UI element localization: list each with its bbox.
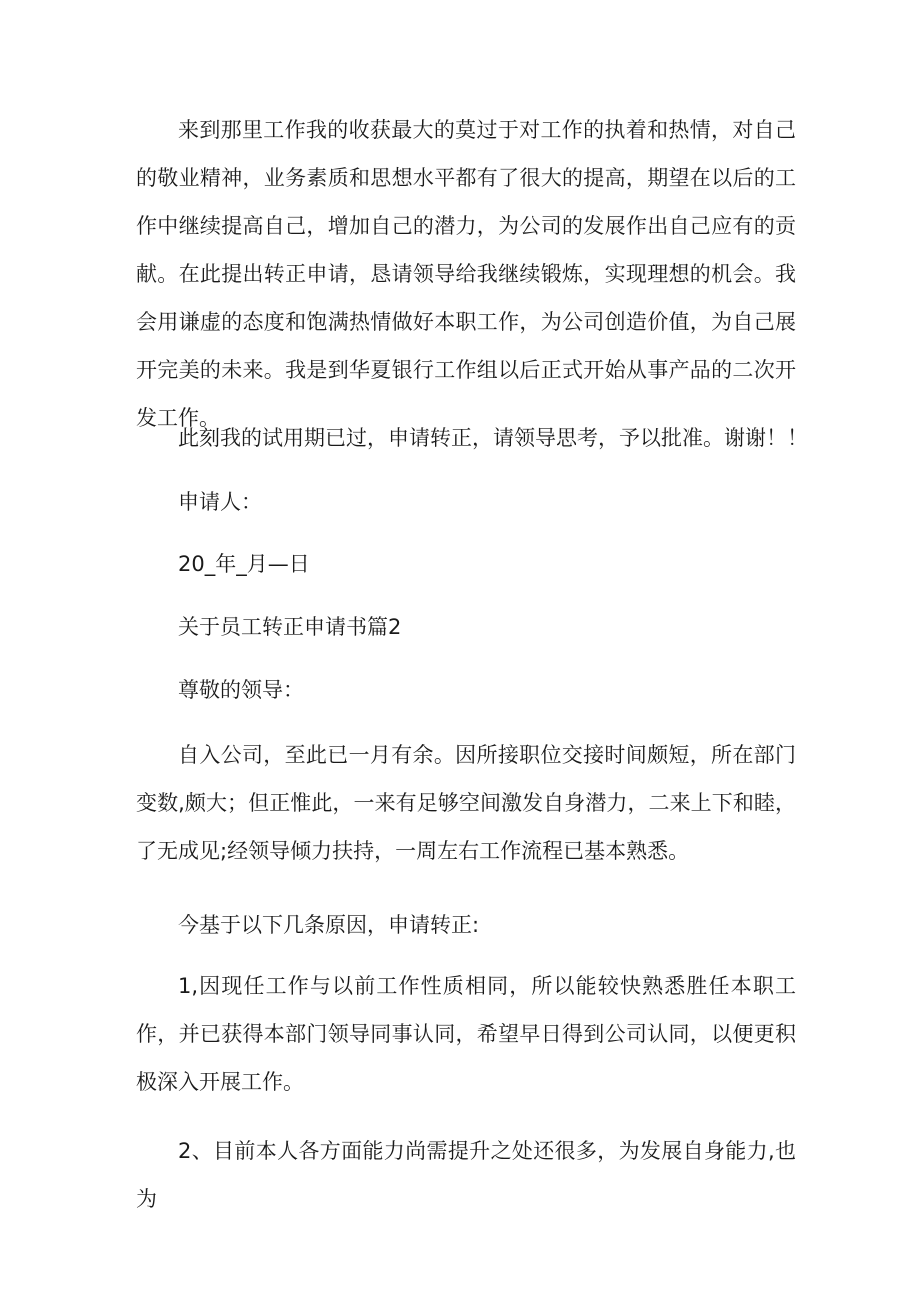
paragraph-reasons-intro: 今基于以下几条原因，申请转正:	[178, 913, 480, 937]
paragraph-probation-over: 此刻我的试用期已过，申请转正，请领导思考，予以批准。谢谢！！	[178, 426, 808, 450]
paragraph-reason-2: 2、目前本人各方面能力尚需提升之处还很多，为发展自身能力,也为	[136, 1139, 796, 1211]
date-line: 20_年_月—日	[178, 552, 310, 576]
paragraph-work-gains: 来到那里工作我的收获最大的莫过于对工作的执着和热情，对自己的敬业精神，业务素质和思想水平都有了很大的提高，期望在以后的工作中继续提高自己，增加自己的潜力，为公司的发展作出自己应有的贡献。在此提出转正申请，恳请领导给我继续锻炼，实现理想的机会。我会用谦虚的态度和饱满热情做好本职工作，为公司创造价值，为自己展开完美的未来。我是到华夏银行工作组以后正式开始从事产品的二次开发工作。	[136, 118, 796, 430]
section-title: 关于员工转正申请书篇2	[178, 615, 402, 639]
salutation: 尊敬的领导：	[178, 678, 304, 702]
paragraph-reason-1: 1,因现任工作与以前工作性质相同，所以能较快熟悉胜任本职工作，并已获得本部门领导同事认同，希望早日得到公司认同，以便更积极深入开展工作。	[136, 974, 796, 1094]
applicant-label: 申请人：	[178, 490, 262, 514]
paragraph-joined-company: 自入公司，至此已一月有余。因所接职位交接时间颇短，所在部门变数,颇大；但正惟此，一来有足够空间激发自身潜力，二来上下和睦，了无成见;经领导倾力扶持，一周左右工作流程已基本熟悉。	[136, 743, 796, 863]
